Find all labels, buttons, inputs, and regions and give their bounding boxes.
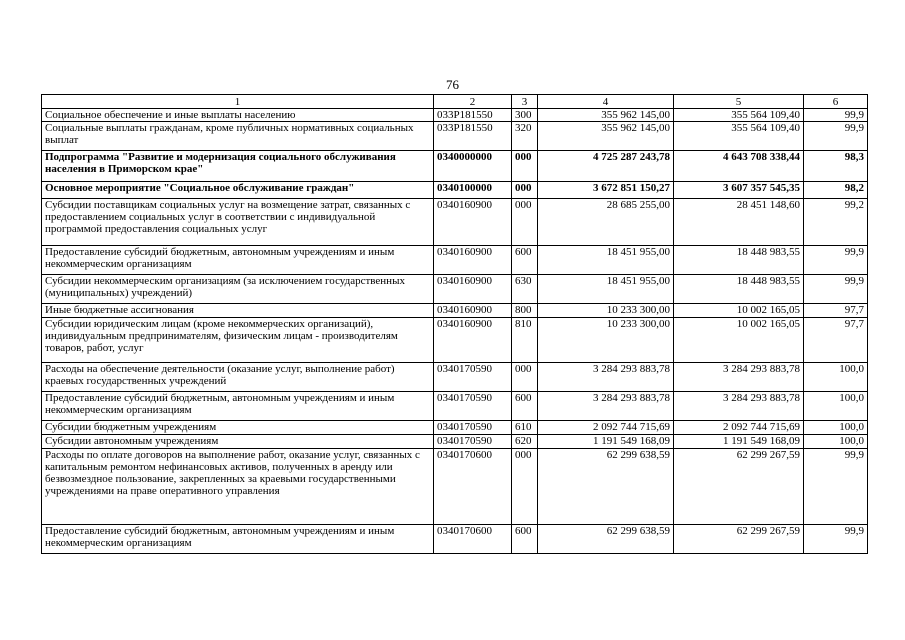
row-percent-cell: 99,9 bbox=[804, 275, 868, 304]
row-plan-cell: 62 299 638,59 bbox=[538, 525, 674, 554]
row-percent-cell: 98,3 bbox=[804, 151, 868, 182]
row-code-cell: 0340170590 bbox=[434, 421, 512, 435]
row-name-cell: Субсидии юридическим лицам (кроме некоммерческих организаций), индивидуальным предпринимателям, физическим лицам - производителям товаров, работ, услуг bbox=[42, 318, 434, 363]
row-plan-cell: 18 451 955,00 bbox=[538, 246, 674, 275]
table-row bbox=[42, 449, 868, 525]
page-number: 76 bbox=[446, 77, 459, 92]
row-actual-cell: 10 002 165,05 bbox=[674, 304, 804, 318]
row-code-cell: 0340170590 bbox=[434, 392, 512, 421]
row-code-cell: 0340170590 bbox=[434, 363, 512, 392]
row-type-cell: 800 bbox=[512, 304, 538, 318]
table-row bbox=[42, 304, 868, 318]
column-header-4: 4 bbox=[538, 95, 674, 109]
row-type-cell: 320 bbox=[512, 122, 538, 151]
row-actual-cell: 62 299 267,59 bbox=[674, 449, 804, 525]
row-name-cell: Социальные выплаты гражданам, кроме публичных нормативных социальных выплат bbox=[42, 122, 434, 151]
row-percent-cell: 98,2 bbox=[804, 182, 868, 199]
row-plan-cell: 28 685 255,00 bbox=[538, 199, 674, 246]
row-name-cell: Субсидии бюджетным учреждениям bbox=[42, 421, 434, 435]
row-actual-cell: 3 607 357 545,35 bbox=[674, 182, 804, 199]
table-row bbox=[42, 151, 868, 182]
row-code-cell: 0340170600 bbox=[434, 525, 512, 554]
row-actual-cell: 355 564 109,40 bbox=[674, 122, 804, 151]
row-name-cell: Предоставление субсидий бюджетным, автономным учреждениям и иным некоммерческим организациям bbox=[42, 392, 434, 421]
row-name-cell: Иные бюджетные ассигнования bbox=[42, 304, 434, 318]
row-percent-cell: 97,7 bbox=[804, 318, 868, 363]
column-header-2: 2 bbox=[434, 95, 512, 109]
row-type-cell: 630 bbox=[512, 275, 538, 304]
table-row bbox=[42, 182, 868, 199]
row-percent-cell: 99,9 bbox=[804, 246, 868, 275]
row-code-cell: 033P181550 bbox=[434, 122, 512, 151]
row-name-cell: Расходы на обеспечение деятельности (оказание услуг, выполнение работ) краевых государственных учреждений bbox=[42, 363, 434, 392]
table-row bbox=[42, 122, 868, 151]
column-header-1: 1 bbox=[42, 95, 434, 109]
row-type-cell: 000 bbox=[512, 449, 538, 525]
row-name-cell: Основное мероприятие "Социальное обслуживание граждан" bbox=[42, 182, 434, 199]
row-actual-cell: 62 299 267,59 bbox=[674, 525, 804, 554]
table-row bbox=[42, 435, 868, 449]
row-actual-cell: 10 002 165,05 bbox=[674, 318, 804, 363]
table-row bbox=[42, 363, 868, 392]
row-name-cell: Субсидии автономным учреждениям bbox=[42, 435, 434, 449]
row-percent-cell: 99,9 bbox=[804, 449, 868, 525]
row-plan-cell: 2 092 744 715,69 bbox=[538, 421, 674, 435]
row-actual-cell: 3 284 293 883,78 bbox=[674, 363, 804, 392]
row-name-cell: Предоставление субсидий бюджетным, автономным учреждениям и иным некоммерческим организациям bbox=[42, 525, 434, 554]
row-plan-cell: 1 191 549 168,09 bbox=[538, 435, 674, 449]
row-actual-cell: 3 284 293 883,78 bbox=[674, 392, 804, 421]
row-name-cell: Расходы по оплате договоров на выполнение работ, оказание услуг, связанных с капитальным ремонтом нефинансовых активов, полученных в аренду или безвозмездное пользование, закрепленных за краевыми государственными учреждениями на праве оперативного управления bbox=[42, 449, 434, 525]
row-percent-cell: 100,0 bbox=[804, 363, 868, 392]
row-type-cell: 000 bbox=[512, 182, 538, 199]
row-type-cell: 300 bbox=[512, 109, 538, 122]
table-header-row bbox=[42, 95, 868, 109]
row-actual-cell: 2 092 744 715,69 bbox=[674, 421, 804, 435]
row-plan-cell: 355 962 145,00 bbox=[538, 109, 674, 122]
table-row bbox=[42, 199, 868, 246]
row-plan-cell: 3 284 293 883,78 bbox=[538, 392, 674, 421]
row-actual-cell: 28 451 148,60 bbox=[674, 199, 804, 246]
row-plan-cell: 62 299 638,59 bbox=[538, 449, 674, 525]
row-code-cell: 033P181550 bbox=[434, 109, 512, 122]
table-row bbox=[42, 525, 868, 554]
row-code-cell: 0340160900 bbox=[434, 318, 512, 363]
row-plan-cell: 355 962 145,00 bbox=[538, 122, 674, 151]
row-percent-cell: 100,0 bbox=[804, 421, 868, 435]
row-percent-cell: 100,0 bbox=[804, 392, 868, 421]
row-plan-cell: 18 451 955,00 bbox=[538, 275, 674, 304]
row-actual-cell: 355 564 109,40 bbox=[674, 109, 804, 122]
row-actual-cell: 18 448 983,55 bbox=[674, 275, 804, 304]
row-percent-cell: 99,9 bbox=[804, 525, 868, 554]
row-name-cell: Подпрограмма "Развитие и модернизация социального обслуживания населения в Приморском крае" bbox=[42, 151, 434, 182]
row-type-cell: 620 bbox=[512, 435, 538, 449]
row-code-cell: 0340100000 bbox=[434, 182, 512, 199]
row-actual-cell: 4 643 708 338,44 bbox=[674, 151, 804, 182]
row-plan-cell: 4 725 287 243,78 bbox=[538, 151, 674, 182]
row-plan-cell: 10 233 300,00 bbox=[538, 318, 674, 363]
table-row bbox=[42, 246, 868, 275]
row-code-cell: 0340160900 bbox=[434, 304, 512, 318]
budget-table bbox=[41, 94, 868, 554]
row-actual-cell: 1 191 549 168,09 bbox=[674, 435, 804, 449]
column-header-6: 6 bbox=[804, 95, 868, 109]
row-code-cell: 0340170590 bbox=[434, 435, 512, 449]
row-type-cell: 000 bbox=[512, 199, 538, 246]
table-body bbox=[42, 109, 868, 554]
row-plan-cell: 10 233 300,00 bbox=[538, 304, 674, 318]
row-plan-cell: 3 672 851 150,27 bbox=[538, 182, 674, 199]
row-percent-cell: 97,7 bbox=[804, 304, 868, 318]
table-row bbox=[42, 275, 868, 304]
column-header-3: 3 bbox=[512, 95, 538, 109]
row-type-cell: 600 bbox=[512, 392, 538, 421]
row-code-cell: 0340170600 bbox=[434, 449, 512, 525]
column-header-5: 5 bbox=[674, 95, 804, 109]
row-name-cell: Субсидии поставщикам социальных услуг на возмещение затрат, связанных с предоставлением социальных услуг в соответствии с индивидуальной программой предоставления социальных услуг bbox=[42, 199, 434, 246]
row-percent-cell: 99,9 bbox=[804, 109, 868, 122]
row-plan-cell: 3 284 293 883,78 bbox=[538, 363, 674, 392]
row-name-cell: Социальное обеспечение и иные выплаты населению bbox=[42, 109, 434, 122]
row-type-cell: 610 bbox=[512, 421, 538, 435]
table-row bbox=[42, 109, 868, 122]
table-row bbox=[42, 421, 868, 435]
row-code-cell: 0340160900 bbox=[434, 199, 512, 246]
row-percent-cell: 99,9 bbox=[804, 122, 868, 151]
row-type-cell: 000 bbox=[512, 151, 538, 182]
row-type-cell: 000 bbox=[512, 363, 538, 392]
row-percent-cell: 100,0 bbox=[804, 435, 868, 449]
table-row bbox=[42, 392, 868, 421]
row-type-cell: 810 bbox=[512, 318, 538, 363]
row-name-cell: Предоставление субсидий бюджетным, автономным учреждениям и иным некоммерческим организациям bbox=[42, 246, 434, 275]
row-code-cell: 0340000000 bbox=[434, 151, 512, 182]
row-type-cell: 600 bbox=[512, 525, 538, 554]
row-percent-cell: 99,2 bbox=[804, 199, 868, 246]
row-code-cell: 0340160900 bbox=[434, 275, 512, 304]
row-name-cell: Субсидии некоммерческим организациям (за исключением государственных (муниципальных) учреждений) bbox=[42, 275, 434, 304]
row-type-cell: 600 bbox=[512, 246, 538, 275]
row-actual-cell: 18 448 983,55 bbox=[674, 246, 804, 275]
table-row bbox=[42, 318, 868, 363]
row-code-cell: 0340160900 bbox=[434, 246, 512, 275]
